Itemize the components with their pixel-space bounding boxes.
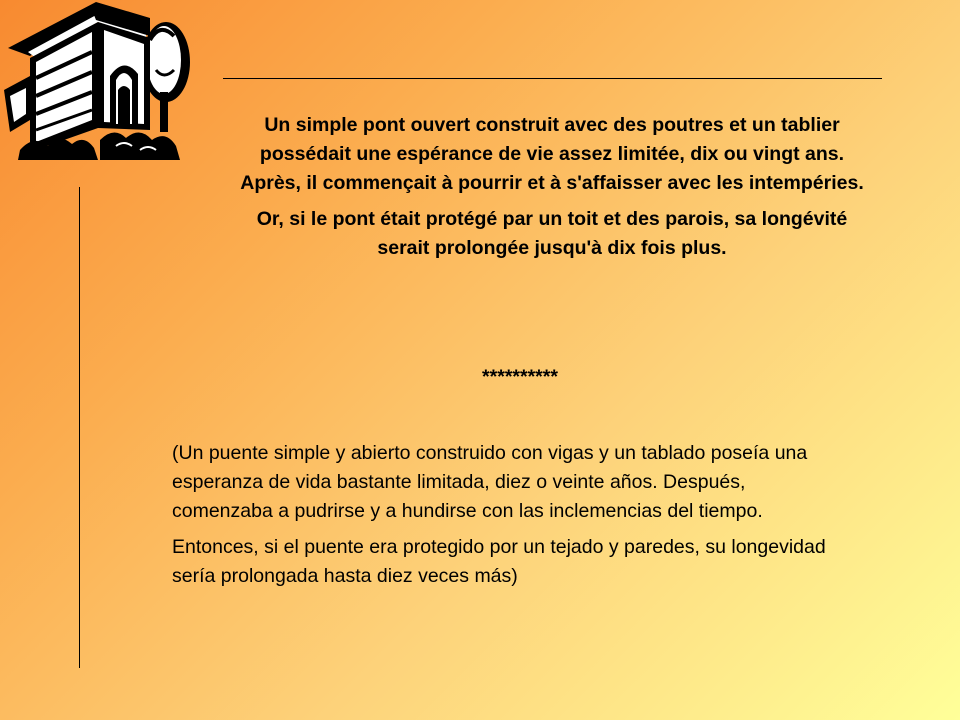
- covered-bridge-icon: [0, 0, 190, 160]
- top-divider-line: [223, 78, 882, 79]
- spanish-paragraph-2: Entonces, si el puente era protegido por un tejado y paredes, su longevidad sería prolongada hasta diez veces más): [172, 536, 826, 587]
- spanish-text-block: [172, 439, 828, 591]
- side-divider-line: [79, 187, 80, 668]
- french-paragraph-2: Or, si le pont était protégé par un toit et des parois, sa longévité serait prolongée jusqu'à dix fois plus.: [256, 208, 848, 259]
- spanish-paragraph-1: (Un puente simple y abierto construido con vigas y un tablado poseía una esperanza de vida bastante limitada, diez o veinte años. Después, comenzaba a pudrirse y a hundirse con las inclemencias del tiempo.: [172, 442, 808, 522]
- french-text-block: [240, 111, 864, 263]
- french-paragraph-1: Un simple pont ouvert construit avec des poutres et un tablier possédait une espérance de vie assez limitée, dix ou vingt ans. Après, il commençait à pourrir et à s'affaisser avec les intempéries.: [240, 114, 864, 194]
- asterisk-separator: **********: [482, 366, 558, 388]
